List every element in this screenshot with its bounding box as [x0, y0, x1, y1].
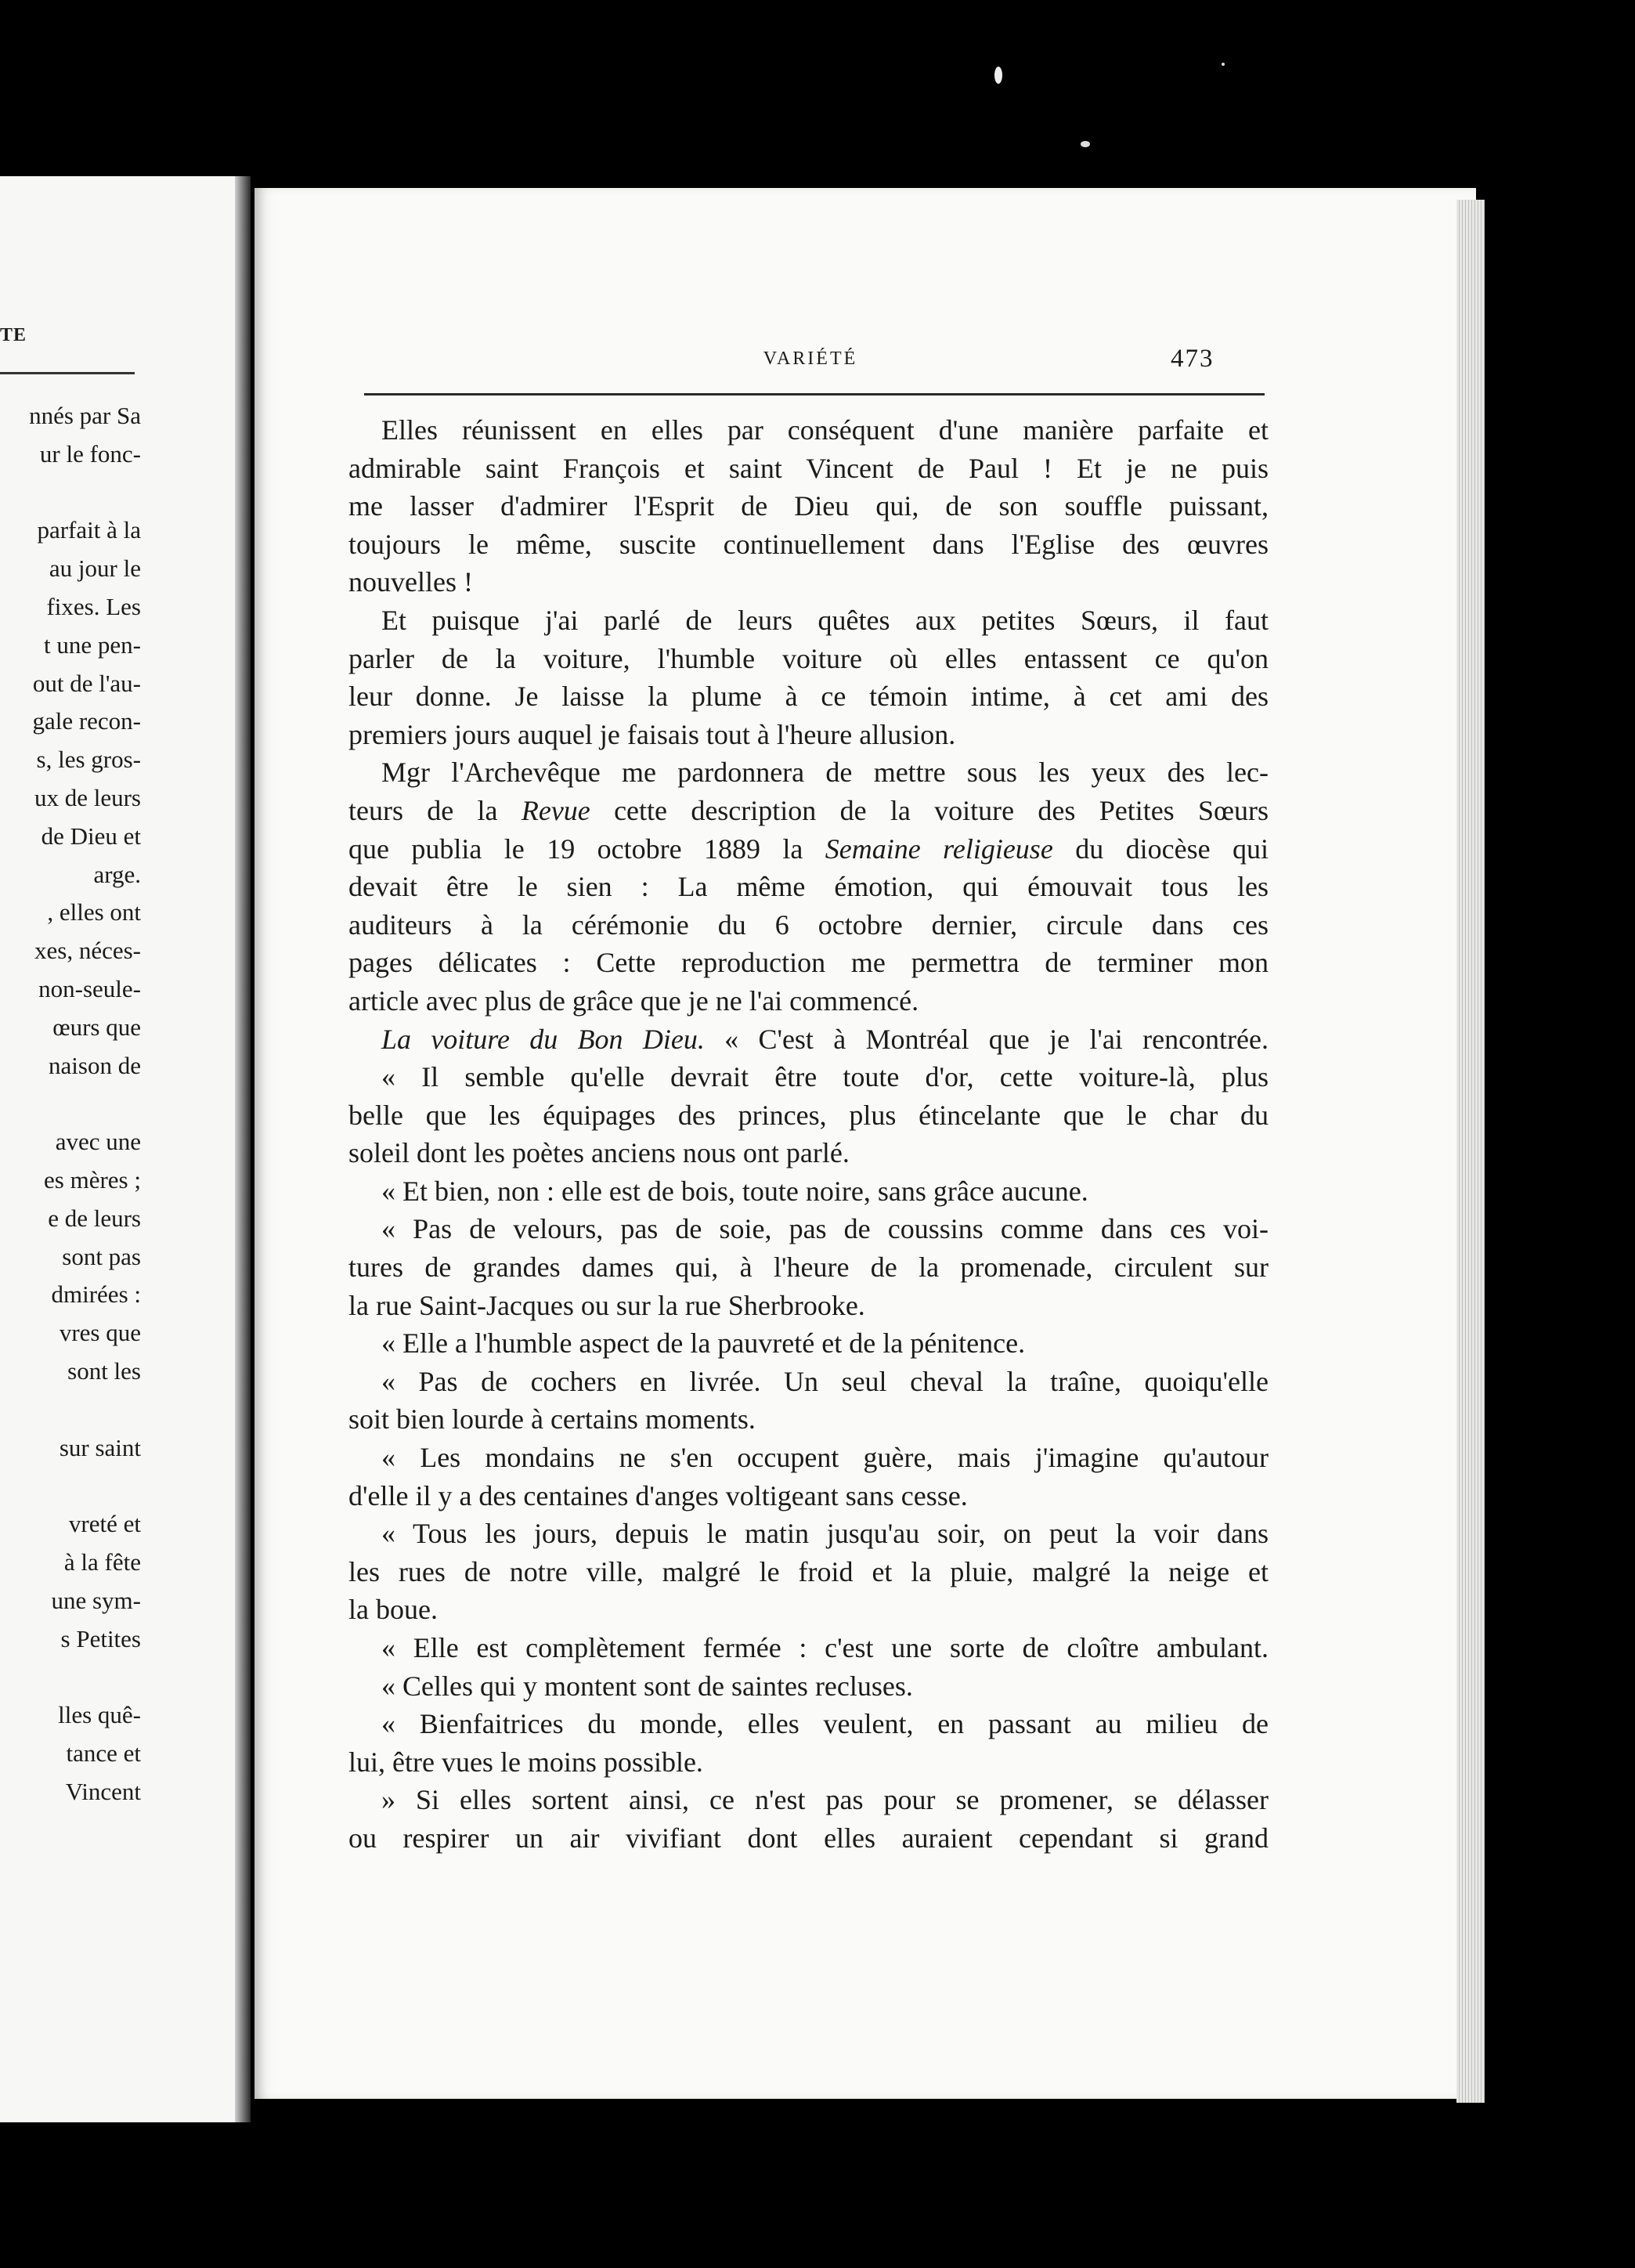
text-line: « Et bien, non : elle est de bois, toute noire, sans grâce aucune. [381, 1175, 1088, 1207]
left-text-line: sont pas [62, 1242, 141, 1270]
left-text-line: e de leurs [48, 1204, 141, 1232]
left-text-line: s, les gros- [36, 746, 141, 774]
left-text-line [0, 1658, 141, 1696]
text-line: Et puisque j'ai parlé de leurs quêtes aux petites Sœurs, il faut [381, 604, 1269, 636]
text-line: ou respirer un air vivifiant dont elles auraient cependant si grand [348, 1822, 1269, 1854]
text-line: pages délicates : Cette reproduction me permettra de terminer mon [348, 947, 1269, 979]
text-line: « Bienfaitrices du monde, elles veulent, en passant au milieu de [381, 1708, 1269, 1740]
page-edges [1456, 200, 1485, 2103]
left-text-line: avec une [55, 1128, 141, 1156]
left-text-line [0, 1085, 141, 1123]
body-text [348, 411, 1269, 1858]
left-text-line: dmirées : [51, 1280, 141, 1309]
text-line: « Tous les jours, depuis le matin jusqu'au soir, on peut la voir dans [381, 1518, 1269, 1550]
text-line: soleil dont les poètes anciens nous ont parlé. [348, 1137, 850, 1169]
text-line: « Les mondains ne s'en occupent guère, mais j'imagine qu'autour [381, 1442, 1269, 1474]
text-line: admirable saint François et saint Vincent de Paul ! Et je ne puis [348, 452, 1269, 484]
scan-speck [994, 67, 1002, 84]
scan-speck [1081, 141, 1090, 147]
left-text-line: fixes. Les [46, 592, 141, 620]
left-text-line: gale recon- [32, 707, 141, 735]
text-run: du diocèse qui [1052, 832, 1269, 865]
left-text-line: lles quê- [58, 1701, 141, 1729]
text-line: leur donne. Je laisse la plume à ce témoin intime, à cet ami des [348, 681, 1269, 713]
left-text-line: arge. [93, 860, 141, 888]
text-line: lui, être vues le moins possible. [348, 1746, 703, 1778]
header-rule [364, 393, 1265, 395]
left-text-line: ux de leurs [34, 783, 141, 811]
italic-title: Semaine religieuse [825, 832, 1053, 865]
left-text-line: œurs que [52, 1013, 141, 1041]
left-text-line: es mères ; [44, 1165, 141, 1194]
left-text-line: out de l'au- [32, 669, 141, 697]
text-line: « Elle a l'humble aspect de la pauvreté et de la pénitence. [381, 1327, 1026, 1360]
text-run: teurs de la [348, 794, 522, 826]
left-text-line: sur saint [59, 1433, 141, 1461]
left-text-line: parfait à la [37, 516, 141, 544]
left-page-text [0, 397, 141, 1811]
text-line: nouvelles ! [348, 566, 473, 598]
left-text-line: de Dieu et [41, 822, 141, 850]
text-line: parler de la voiture, l'humble voiture où elles entassent ce qu'on [348, 642, 1269, 674]
text-line: la boue. [348, 1594, 438, 1626]
text-line: « Il semble qu'elle devrait être toute d'or, cette voiture-là, plus [381, 1061, 1269, 1093]
left-text-line: , elles ont [47, 898, 141, 926]
text-line: me lasser d'admirer l'Esprit de Dieu qui, de son souffle puissant, [348, 490, 1269, 522]
text-line: tures de grandes dames qui, à l'heure de la promenade, circulent sur [348, 1251, 1269, 1284]
left-text-line: tance et [66, 1739, 141, 1767]
text-line: toujours le même, suscite continuellement dans l'Eglise des œuvres [348, 528, 1269, 560]
text-line [348, 1020, 1269, 1059]
scan-speck [1222, 63, 1225, 66]
text-line: auditeurs à la cérémonie du 6 octobre dernier, circule dans ces [348, 908, 1269, 941]
italic-title: Revue [521, 794, 590, 826]
text-line: « Pas de cochers en livrée. Un seul cheval la traîne, quoiqu'elle [381, 1365, 1269, 1397]
left-text-line: à la fête [63, 1548, 141, 1576]
left-text-line [0, 474, 141, 512]
left-text-line: t une pen- [44, 630, 141, 659]
left-text-line: au jour le [49, 554, 141, 583]
left-text-line: nnés par Sa [29, 402, 141, 429]
left-page [0, 176, 243, 2122]
page-number: 473 [1171, 345, 1215, 373]
left-text-line: xes, néces- [34, 937, 141, 965]
text-line [348, 792, 1269, 830]
left-text-line [0, 1391, 141, 1429]
left-running-head: TE [0, 325, 27, 345]
text-line: « Celles qui y montent sont de saintes recluses. [381, 1670, 913, 1702]
text-line: soit bien lourde à certains moments. [348, 1403, 756, 1436]
text-line: article avec plus de grâce que je ne l'ai commencé. [348, 984, 919, 1017]
left-text-line: sont les [67, 1356, 141, 1385]
left-text-line: Vincent [65, 1777, 141, 1805]
text-line: « Pas de velours, pas de soie, pas de coussins comme dans ces voi- [381, 1213, 1269, 1245]
left-text-line: vreté et [68, 1510, 141, 1538]
text-line: » Si elles sortent ainsi, ce n'est pas pour se promener, se délasser [381, 1784, 1269, 1816]
left-header-rule [0, 372, 135, 374]
left-text-line: vres que [59, 1319, 141, 1347]
left-text-line: s Petites [60, 1624, 141, 1652]
left-text-line: non-seule- [38, 974, 141, 1002]
left-text-line: naison de [49, 1051, 141, 1079]
left-text-line [0, 1467, 141, 1505]
text-run: « C'est à Montréal que je l'ai rencontrée. [704, 1023, 1269, 1055]
text-line: premiers jours auquel je faisais tout à l'heure allusion. [348, 718, 956, 750]
text-run: que publia le 19 octobre 1889 la [348, 832, 825, 865]
text-line: devait être le sien : La même émotion, qui émouvait tous les [348, 871, 1269, 903]
right-page [254, 188, 1476, 2099]
text-line: d'elle il y a des centaines d'anges voltigeant sans cesse. [348, 1479, 968, 1511]
text-line: belle que les équipages des princes, plus étincelante que le char du [348, 1099, 1269, 1131]
book-gutter [235, 176, 251, 2122]
text-line: la rue Saint-Jacques ou sur la rue Sherbrooke. [348, 1289, 865, 1321]
left-text-line: ur le fonc- [39, 439, 141, 468]
running-head-title: VARIÉTÉ [763, 349, 858, 369]
text-run: cette description de la voiture des Petites Sœurs [590, 794, 1269, 826]
left-text-line: une sym- [51, 1586, 141, 1614]
text-line: les rues de notre ville, malgré le froid et la pluie, malgré la neige et [348, 1555, 1269, 1587]
text-line [348, 830, 1269, 869]
text-line: Elles réunissent en elles par conséquent d'une manière parfaite et [381, 414, 1269, 446]
italic-title: La voiture du Bon Dieu. [381, 1023, 705, 1055]
text-line: Mgr l'Archevêque me pardonnera de mettre sous les yeux des lec- [381, 757, 1269, 789]
text-line: « Elle est complètement fermée : c'est une sorte de cloître ambulant. [381, 1632, 1269, 1663]
